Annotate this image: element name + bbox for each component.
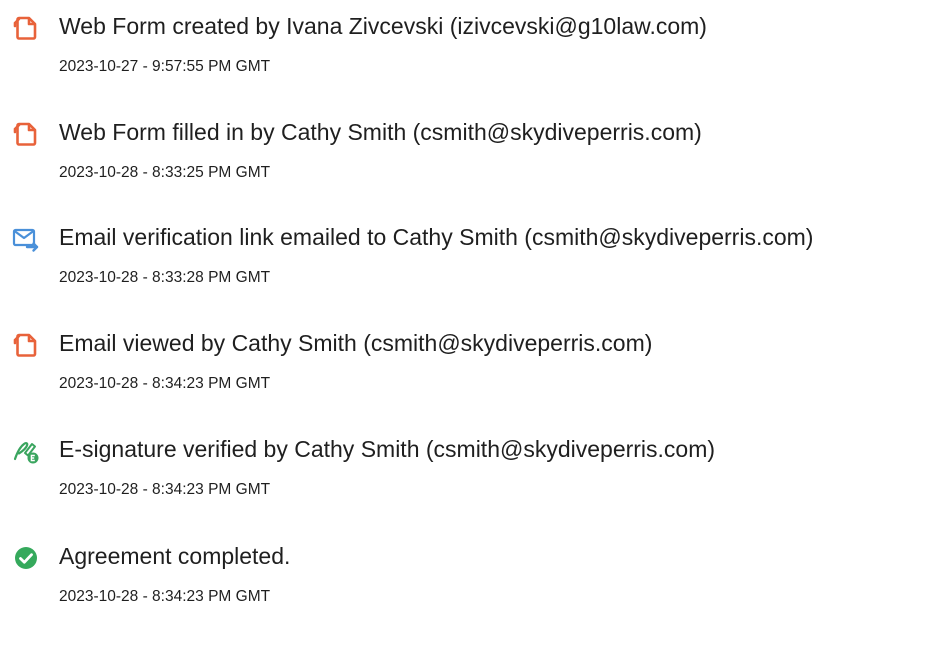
event-description: E-signature verified by Cathy Smith (csmith@skydiveperris.com): [59, 436, 716, 462]
event-description: Email verification link emailed to Cathy Smith (csmith@skydiveperris.com): [59, 224, 814, 250]
history-event: [0, 211, 935, 301]
history-event: [0, 0, 935, 90]
event-timestamp: 2023-10-28 - 8:33:25 PM GMT: [59, 164, 271, 181]
document-created-icon: [12, 331, 40, 359]
event-timestamp: 2023-10-28 - 8:33:28 PM GMT: [59, 269, 271, 286]
esignature-verified-icon: [12, 437, 40, 465]
history-event: [0, 530, 935, 620]
event-timestamp: 2023-10-28 - 8:34:23 PM GMT: [59, 375, 271, 392]
event-description: Web Form created by Ivana Zivcevski (izivcevski@g10law.com): [59, 13, 707, 39]
history-event: [0, 317, 935, 407]
event-description: Agreement completed.: [59, 543, 291, 569]
document-created-icon: [12, 14, 40, 42]
event-timestamp: 2023-10-28 - 8:34:23 PM GMT: [59, 481, 271, 498]
document-created-icon: [12, 120, 40, 148]
event-timestamp: 2023-10-28 - 8:34:23 PM GMT: [59, 588, 271, 605]
history-event: [0, 106, 935, 196]
event-description: Email viewed by Cathy Smith (csmith@skydiveperris.com): [59, 330, 653, 356]
checkmark-completed-icon: [12, 544, 40, 572]
history-event: [0, 423, 935, 513]
email-sent-icon: [12, 225, 40, 253]
event-timestamp: 2023-10-27 - 9:57:55 PM GMT: [59, 58, 271, 75]
event-description: Web Form filled in by Cathy Smith (csmith@skydiveperris.com): [59, 119, 702, 145]
